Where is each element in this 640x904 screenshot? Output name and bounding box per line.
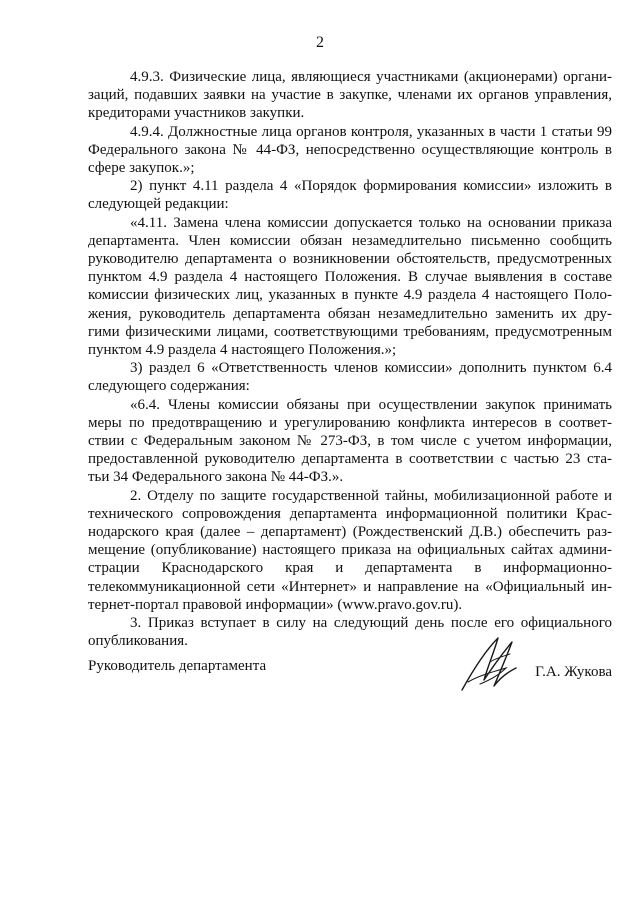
text-line: 4.9.3. Физические лица, являющиеся участниками (акционерами) органи- — [130, 69, 612, 85]
text-line: опубликования. — [88, 633, 188, 650]
text-line: заций, подавших заявки на участие в закупке, членами их органов управления, — [88, 87, 612, 104]
text-line: телекоммуникационной сети «Интернет» и направление на «Официальный ин- — [88, 578, 612, 595]
text-line: тьи 34 Федерального закона № 44-ФЗ.». — [88, 469, 344, 486]
text-line: тернет-портал правовой информации» (www.pravo.gov.ru). — [88, 596, 463, 613]
text-line: предоставленной руководителю департамента в соответствии с частью 23 ста- — [88, 451, 612, 468]
paragraph-4-9-3 — [88, 68, 612, 123]
paragraph-item-3 — [88, 359, 612, 395]
text-line: 4.9.4. Должностные лица органов контроля, указанных в части 1 статьи 99 — [130, 123, 612, 140]
text-line: гими физическими лицами, соответствующими требованиям, предусмотренным — [88, 323, 612, 340]
text-line: 2) пункт 4.11 раздела 4 «Порядок формирования комиссии» изложить в — [130, 178, 612, 195]
text-line: страции Краснодарского края и департамента в информационно- — [88, 560, 612, 577]
text-line: следующей редакции: — [88, 196, 229, 213]
paragraph-item-2 — [88, 177, 612, 213]
document-body — [88, 68, 612, 651]
signer-title: Руководитель департамента — [88, 658, 267, 674]
text-line: нодарского края (далее – департамент) (Рождественский Д.В.) обеспечить раз- — [88, 524, 612, 541]
paragraph-order-2 — [88, 487, 612, 614]
page-number: 2 — [316, 34, 324, 51]
signature-block — [88, 640, 612, 700]
signer-name: Г.А. Жукова — [535, 664, 612, 680]
text-line: департамента. Член комиссии обязан незамедлительно письменно сообщить — [88, 232, 612, 249]
paragraph-4-11 — [88, 214, 612, 360]
handwritten-signature — [454, 632, 524, 702]
text-line: технического сопровождения департамента информационной политики Крас- — [88, 505, 612, 522]
text-line: 3. Приказ вступает в силу на следующий день после его официального — [130, 615, 612, 632]
text-line: руководителю департамента о возникновении обстоятельств, предусмотренных — [88, 251, 612, 268]
text-line: сфере закупок.»; — [88, 160, 195, 177]
text-line: следующего содержания: — [88, 378, 250, 395]
paragraph-6-4 — [88, 396, 612, 487]
text-line: меры по предотвращению и урегулированию конфликта интересов в соответ- — [88, 414, 612, 431]
text-line: комиссии физических лиц, указанных в пункте 4.9 раздела 4 настоящего Поло- — [88, 287, 612, 304]
text-line: мещение (опубликование) настоящего приказа на официальных сайтах админи- — [88, 542, 612, 559]
text-line: 2. Отделу по защите государственной тайны, мобилизационной работе и — [130, 487, 612, 504]
text-line: кредиторами участников закупки. — [88, 105, 305, 122]
text-line: «6.4. Члены комиссии обязаны при осуществлении закупок принимать — [130, 396, 612, 413]
paragraph-4-9-4 — [88, 123, 612, 178]
text-line: ствии с Федеральным законом № 273-ФЗ, в том числе с учетом информации, — [88, 433, 612, 450]
text-line: пунктом 4.9 раздела 4 настоящего Положения. В случае выявления в составе — [88, 269, 612, 286]
text-line: Федерального закона № 44-ФЗ, непосредственно осуществляющие контроль в — [88, 141, 612, 158]
text-line: пунктом 4.9 раздела 4 настоящего Положения.»; — [88, 342, 397, 359]
text-line: «4.11. Замена члена комиссии допускается только на основании приказа — [130, 214, 612, 231]
text-line: жения, руководитель департамента обязан незамедлительно заменить их дру- — [88, 305, 612, 322]
text-line: 3) раздел 6 «Ответственность членов комиссии» дополнить пунктом 6.4 — [130, 360, 612, 377]
